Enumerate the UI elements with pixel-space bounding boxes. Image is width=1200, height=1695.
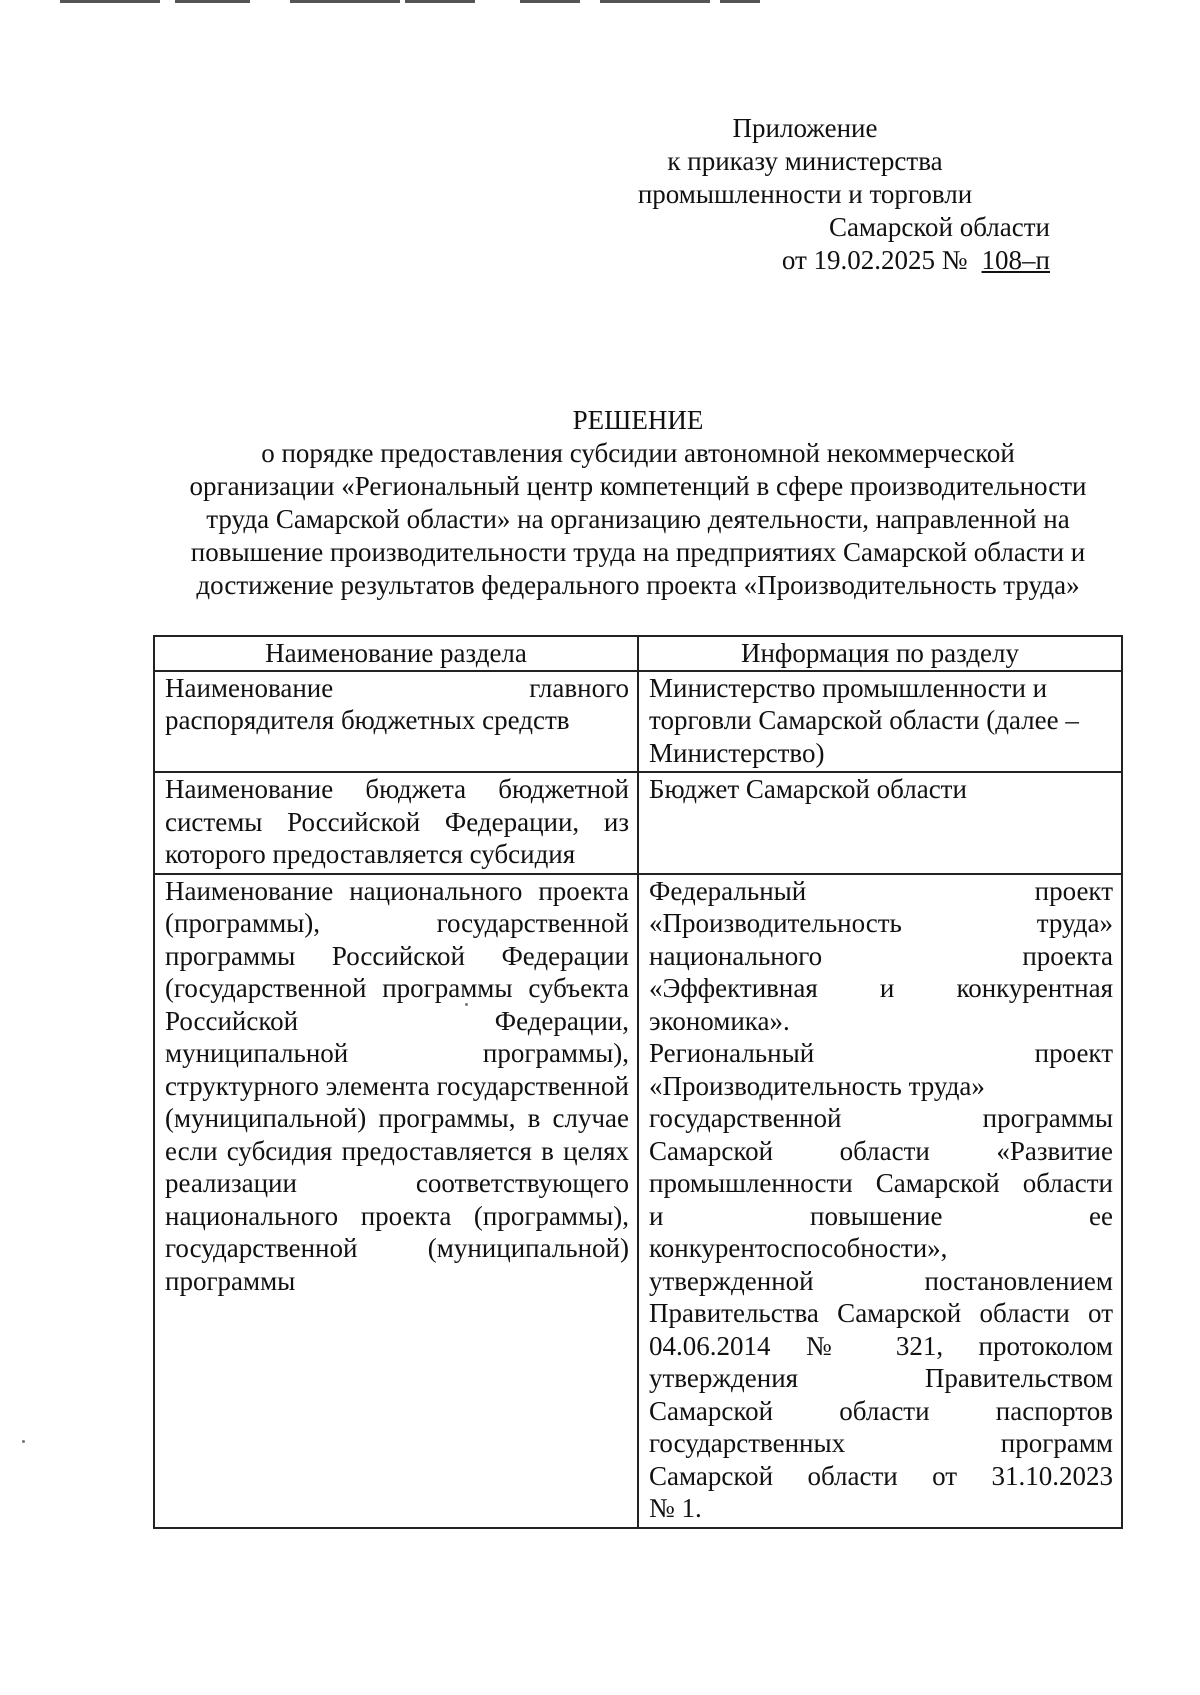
appendix-line: Самарской области — [828, 212, 1050, 242]
appendix-line: Приложение — [732, 113, 878, 143]
info-line: Самарской области от 31.10.2023 — [649, 1460, 1113, 1491]
decision-subtitle-line: достижение результатов федерального проекта «Производительность труда» — [196, 570, 1080, 600]
appendix-date-line — [560, 244, 1050, 277]
info-line: Региональный проект — [649, 1038, 1113, 1068]
section-line: Наименование главного — [165, 672, 629, 703]
table-row — [154, 874, 1122, 1528]
info-line: промышленности Самарской области — [649, 1168, 1113, 1198]
table-header-row — [154, 636, 1122, 671]
table-row — [154, 671, 1122, 773]
column-header-info: Информация по разделу — [638, 636, 1122, 671]
info-line: Самарской области «Развитие — [649, 1135, 1113, 1166]
section-cell: Наименование бюджета бюджетной системы Российской Федерации, из которого предоставляется субсидия — [154, 772, 638, 874]
info-line: 04.06.2014 № 321, протоколом — [649, 1330, 1113, 1361]
info-cell: Министерство промышленности и торговли Самарской области (далее – Министерство) — [638, 671, 1122, 773]
info-line: № 1. — [649, 1493, 702, 1523]
info-line: утвержденной постановлением — [649, 1265, 1113, 1296]
order-number: 108–п — [981, 245, 1050, 275]
decision-subtitle-line: труда Самарской области» на организацию деятельности, направленной на — [206, 504, 1070, 534]
info-line: Федеральный проект — [649, 875, 1113, 906]
section-cell — [154, 671, 638, 773]
order-date: от 19.02.2025 № — [781, 245, 968, 275]
info-line: конкурентоспособности», — [649, 1233, 948, 1263]
scan-speck — [22, 1440, 25, 1443]
info-line: Правительства Самарской области от — [649, 1298, 1113, 1328]
decision-subtitle-line: организации «Региональный центр компетенций в сфере производительности — [189, 471, 1087, 501]
column-header-section: Наименование раздела — [154, 636, 638, 671]
info-line: Самарской области паспортов — [649, 1395, 1113, 1426]
info-line: государственной программы — [649, 1103, 1113, 1133]
appendix-line: промышленности и торговли — [637, 179, 973, 209]
decision-heading — [140, 404, 1136, 602]
decision-subtitle-line: о порядке предоставления субсидии автономной некоммерческой — [261, 438, 1015, 468]
info-cell: Бюджет Самарской области — [638, 772, 1122, 874]
info-table — [153, 635, 1123, 1529]
scan-edge-marks — [60, 0, 760, 4]
appendix-block — [560, 112, 1050, 277]
info-line: «Производительность труда» — [649, 908, 1113, 938]
info-line: государственных программ — [649, 1428, 1113, 1458]
decision-title: РЕШЕНИЕ — [572, 405, 704, 435]
section-line: распорядителя бюджетных средств — [165, 705, 570, 735]
info-line: «Эффективная и конкурентная — [649, 973, 1113, 1003]
info-line: экономика». — [649, 1005, 790, 1036]
info-line: национального проекта — [649, 940, 1113, 971]
decision-subtitle-line: повышение производительности труда на предприятиях Самарской области и — [190, 537, 1086, 567]
info-line: и повышение ее — [649, 1200, 1113, 1231]
appendix-line: к приказу министерства — [667, 146, 943, 176]
section-cell: Наименование национального проекта (программы), государственной программы Российской Федерации (государственной программы субъекта Российской Федерации, муниципальной программы), структурного элемента государственной (муниципальной) программы, в случае если субсидия предоставляется в целях реализации соответствующего национального проекта (программы), государственной (муниципальной) программы — [154, 874, 638, 1528]
table-row — [154, 772, 1122, 874]
info-cell — [638, 874, 1122, 1528]
info-line: «Производительность труда» — [649, 1070, 985, 1101]
info-line: утверждения Правительством — [649, 1363, 1113, 1393]
